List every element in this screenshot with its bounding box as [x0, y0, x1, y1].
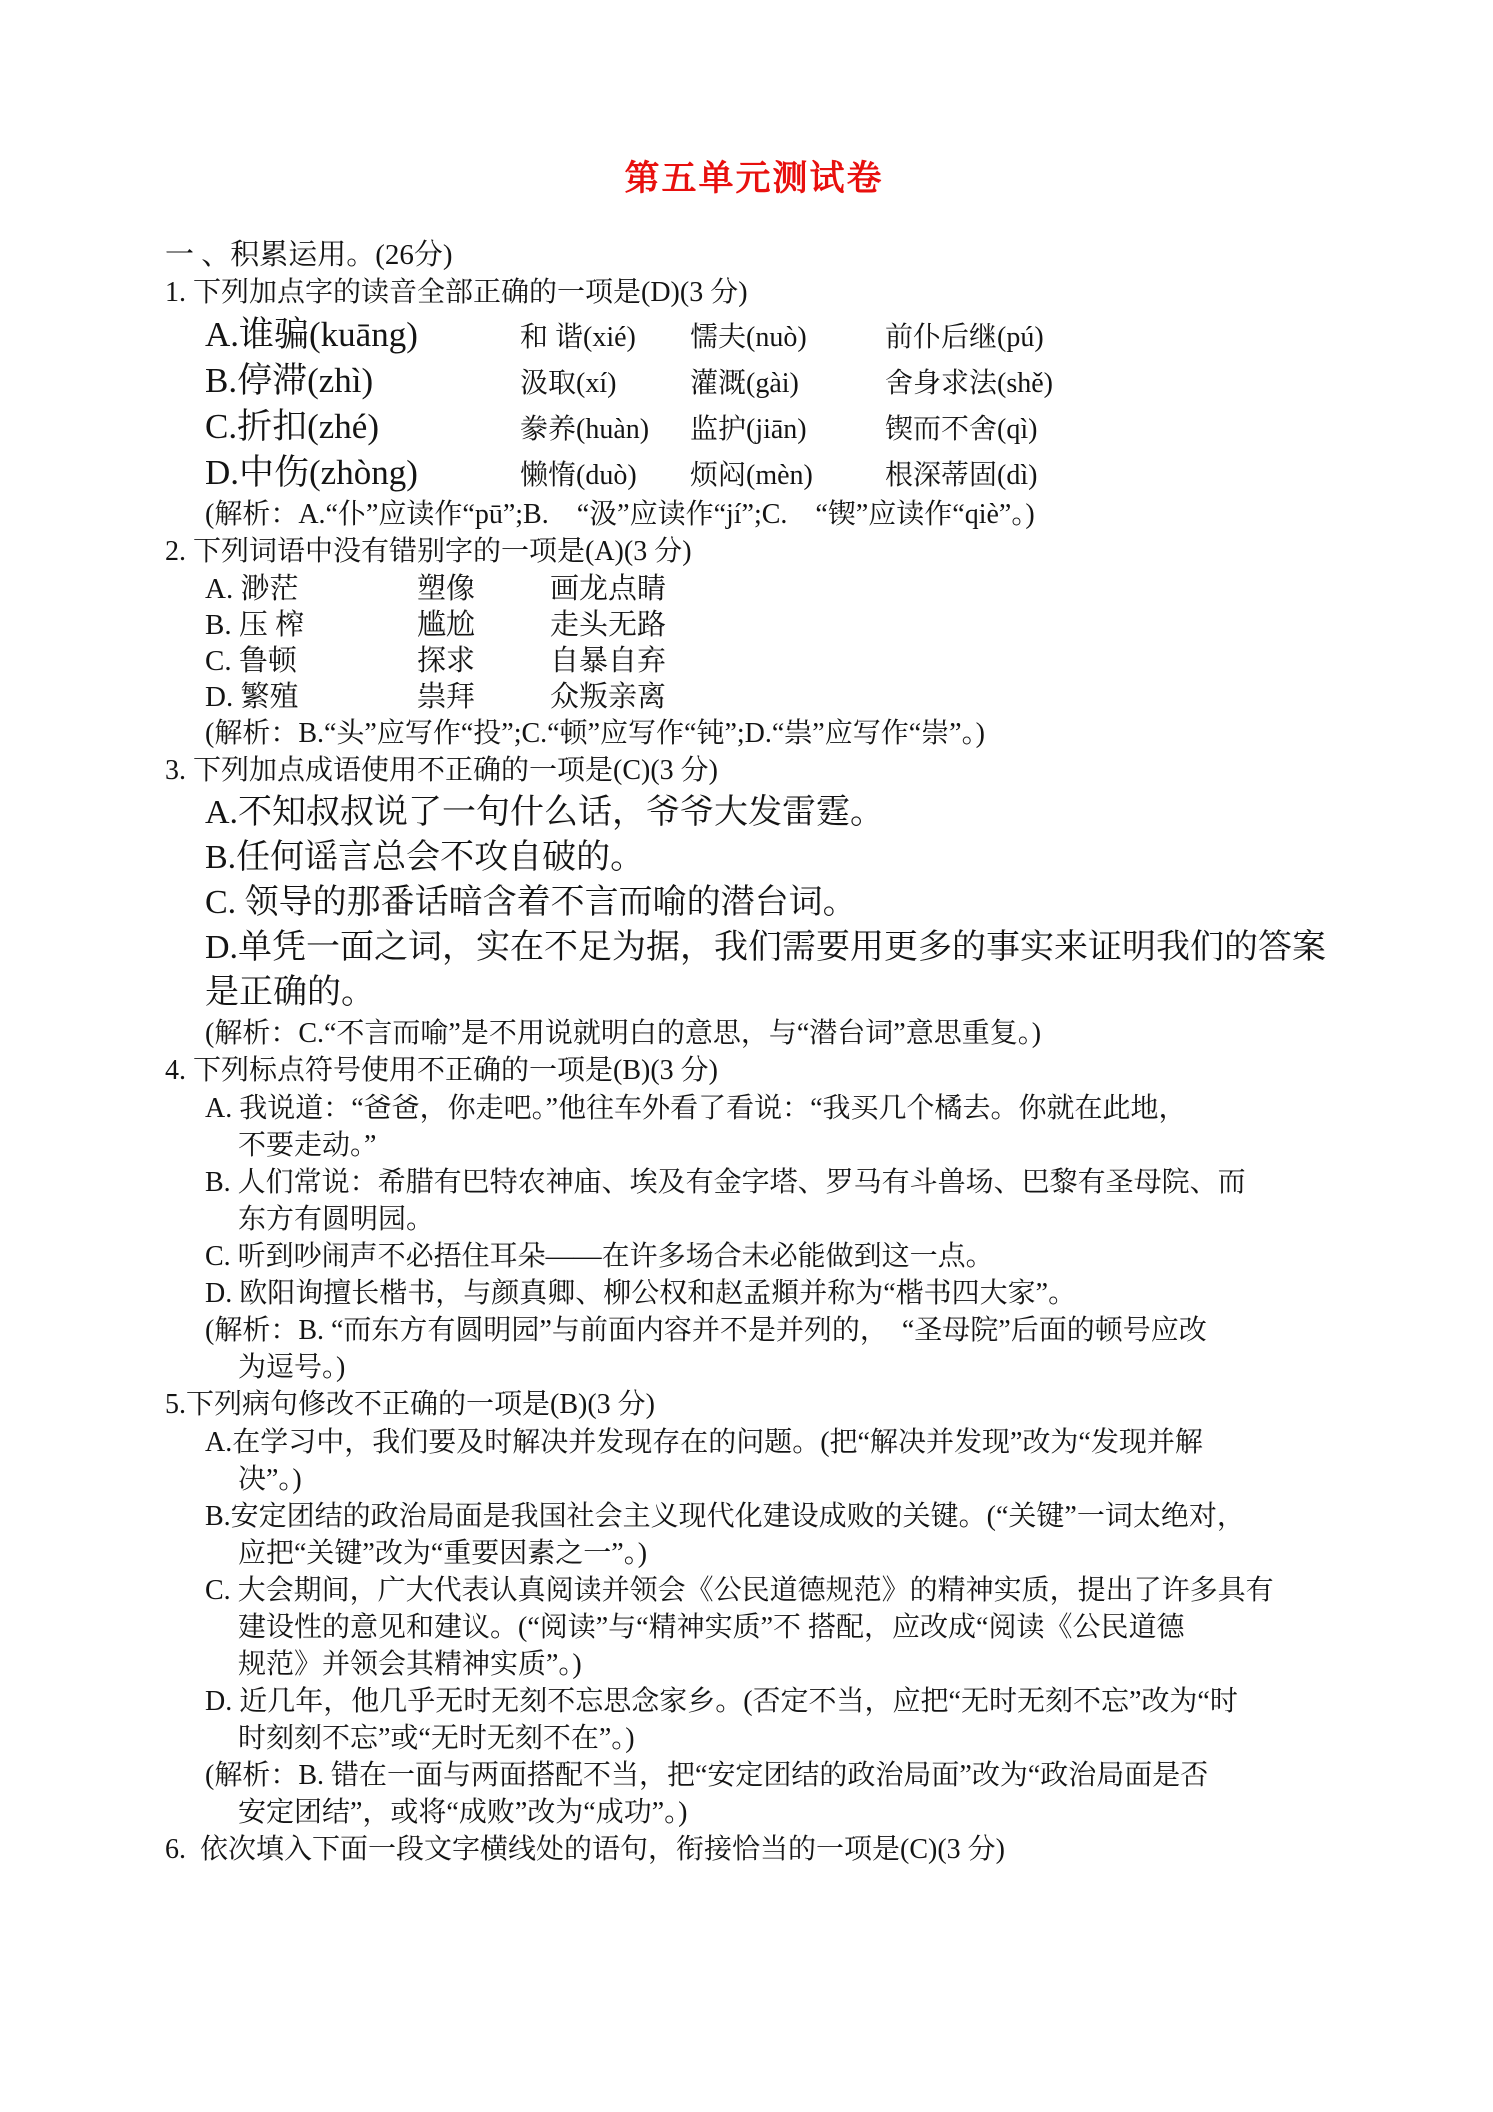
- q5-option-b-line1: B.安定团结的政治局面是我国社会主义现代化建设成败的关键。(“关键”一词太绝对，: [205, 1501, 1245, 1532]
- q5-option-c-line1: C. 大会期间，广大代表认真阅读并领会《公民道德规范》的精神实质，提出了许多具有: [205, 1575, 1274, 1606]
- q2-a-word1: A. 渺茫: [205, 573, 299, 605]
- q4-analysis-line1: (解析：B. “而东方有圆明园”与前面内容并不是并列的， “圣母院”后面的顿号应改: [205, 1315, 1207, 1346]
- q1-a-word2: 和 谐(xié): [520, 322, 636, 353]
- q2-stem: 2. 下列词语中没有错别字的一项是(A)(3 分): [165, 536, 692, 567]
- q4-option-b-line2: 东方有圆明园。: [238, 1204, 435, 1235]
- q2-a-word3: 画龙点睛: [550, 573, 667, 605]
- q5-option-c-line3: 规范》并领会其精神实质”。): [238, 1649, 582, 1680]
- q5-option-c-line2: 建设性的意见和建议。(“阅读”与“精神实质”不 搭配，应改成“阅读《公民道德: [238, 1612, 1185, 1643]
- q5-option-d-line2: 时刻刻不忘”或“无时无刻不在”。): [238, 1723, 635, 1754]
- q1-a-word1: A.谁骗(kuāng): [205, 315, 418, 354]
- q2-d-word2: 祟拜: [417, 681, 476, 713]
- q5-option-a-line2: 决”。): [238, 1464, 302, 1495]
- q5-analysis-line2: 安定团结”，或将“成败”改为“成功”。): [238, 1797, 688, 1828]
- q1-a-word3: 懦夫(nuò): [690, 322, 807, 353]
- q3-option-c: C. 领导的那番话暗含着不言而喻的潜台词。: [205, 884, 857, 921]
- q2-option-row-b: [165, 607, 1343, 643]
- q1-a-word4: 前仆后继(pú): [885, 322, 1044, 353]
- q3-option-d: D.单凭一面之词，实在不足为据，我们需要用更多的事实来证明我们的答案是正确的。: [205, 929, 1327, 1011]
- q5-stem: 5.下列病句修改不正确的一项是(B)(3 分): [165, 1389, 655, 1420]
- q1-d-word2: 懒惰(duò): [520, 460, 637, 491]
- q4-option-a-line1: A. 我说道：“爸爸，你走吧。”他往车外看了看说：“我买几个橘去。你就在此地，: [205, 1093, 1187, 1124]
- q3-analysis: (解析：C.“不言而喻”是不用说就明白的意思，与“潜台词”意思重复。): [205, 1018, 1042, 1049]
- q2-b-word2: 尴尬: [417, 609, 476, 641]
- q1-option-row-b: [165, 358, 1343, 404]
- q2-a-word2: 塑像: [417, 573, 476, 605]
- q1-analysis: (解析：A.“仆”应读作“pū”;B. “汲”应读作“jí”;C. “锲”应读作“qiè”。): [205, 499, 1035, 530]
- q1-option-row-d: [165, 450, 1343, 496]
- q2-c-word1: C. 鲁顿: [205, 645, 297, 677]
- q4-option-d: D. 欧阳询擅长楷书，与颜真卿、柳公权和赵孟頫并称为“楷书四大家”。: [205, 1278, 1077, 1309]
- q2-option-row-a: [165, 571, 1343, 607]
- q1-d-word4: 根深蒂固(dì): [885, 460, 1038, 491]
- q1-c-word4: 锲而不舍(qì): [885, 414, 1038, 445]
- q5-analysis-line1: (解析：B. 错在一面与两面搭配不当，把“安定团结的政治局面”改为“政治局面是否: [205, 1760, 1209, 1791]
- q1-b-word4: 舍身求法(shě): [885, 368, 1053, 399]
- q1-stem: 1. 下列加点字的读音全部正确的一项是(D)(3 分): [165, 277, 748, 308]
- section-heading: 一 、积累运用。(26分): [165, 239, 453, 271]
- q2-c-word3: 自暴自弃: [550, 645, 667, 677]
- q1-c-word2: 豢养(huàn): [520, 414, 650, 445]
- q6-stem: 6. 依次填入下面一段文字横线处的语句，衔接恰当的一项是(C)(3 分): [165, 1834, 1005, 1865]
- q2-option-row-c: [165, 643, 1343, 679]
- q5-option-a-line1: A.在学习中，我们要及时解决并发现存在的问题。(把“解决并发现”改为“发现并解: [205, 1427, 1203, 1458]
- q1-b-word2: 汲取(xí): [520, 368, 617, 399]
- q4-option-a-line2: 不要走动。”: [238, 1130, 377, 1161]
- q1-d-word3: 烦闷(mèn): [690, 460, 813, 491]
- q3-stem: 3. 下列加点成语使用不正确的一项是(C)(3 分): [165, 755, 718, 786]
- paper-title: 第五单元测试卷: [624, 159, 884, 198]
- q1-b-word3: 灌溉(gài): [690, 368, 799, 399]
- q1-b-word1: B.停滞(zhì): [205, 361, 374, 400]
- q1-d-word1: D.中伤(zhòng): [205, 453, 418, 492]
- q3-option-b: B.任何谣言总会不攻自破的。: [205, 839, 645, 876]
- q5-option-b-line2: 应把“关键”改为“重要因素之一”。): [238, 1538, 648, 1569]
- q1-c-word1: C.折扣(zhé): [205, 407, 379, 446]
- q2-b-word1: B. 压 榨: [205, 609, 305, 641]
- q2-option-row-d: [165, 679, 1343, 715]
- q4-option-b-line1: B. 人们常说：希腊有巴特农神庙、埃及有金字塔、罗马有斗兽场、巴黎有圣母院、而: [205, 1167, 1246, 1198]
- q4-option-c: C. 听到吵闹声不必捂住耳朵——在许多场合未必能做到这一点。: [205, 1241, 994, 1272]
- q5-option-d-line1: D. 近几年，他几乎无时无刻不忘思念家乡。(否定不当，应把“无时无刻不忘”改为“时: [205, 1686, 1238, 1717]
- q1-c-word3: 监护(jiān): [690, 414, 807, 445]
- q4-stem: 4. 下列标点符号使用不正确的一项是(B)(3 分): [165, 1055, 718, 1086]
- q2-c-word2: 探求: [417, 645, 476, 677]
- q2-d-word3: 众叛亲离: [550, 681, 667, 713]
- q2-d-word1: D. 繁殖: [205, 681, 299, 713]
- q2-analysis: (解析：B.“头”应写作“投”;C.“顿”应写作“钝”;D.“祟”应写作“崇”。): [205, 718, 985, 749]
- q4-analysis-line2: 为逗号。): [238, 1352, 346, 1383]
- q1-option-row-c: [165, 404, 1343, 450]
- q1-option-row-a: [165, 312, 1343, 358]
- q2-b-word3: 走头无路: [550, 609, 667, 641]
- q3-option-a: A.不知叔叔说了一句什么话，爷爷大发雷霆。: [205, 794, 885, 831]
